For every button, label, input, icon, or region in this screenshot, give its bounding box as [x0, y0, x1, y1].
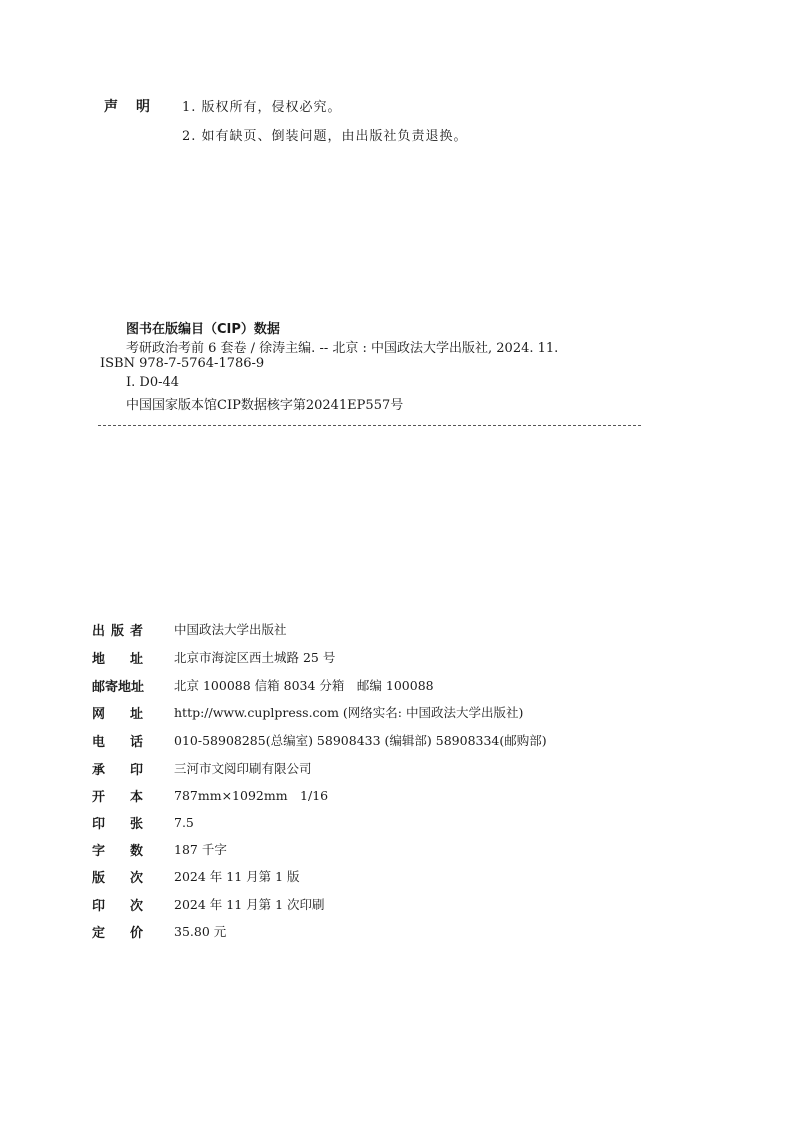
cip-line-check-number: 中国国家版本馆CIP数据核字第20241EP557号 [126, 398, 404, 413]
imprint-value: 北京 100088 信箱 8034 分箱 邮编 100088 [174, 678, 434, 693]
imprint-row-edition [92, 864, 652, 888]
imprint-value: 三河市文阅印刷有限公司 [174, 761, 312, 776]
imprint-value: 35.80 元 [174, 924, 227, 939]
imprint-row-price [92, 919, 652, 943]
imprint-label: 印 张 [92, 816, 150, 832]
imprint-row-printing [92, 892, 652, 916]
imprint-row-sheets [92, 810, 652, 834]
imprint-label: 网 址 [92, 706, 150, 722]
imprint-label: 开 本 [92, 789, 150, 805]
statement-label: 声 明 [104, 99, 152, 115]
imprint-row-printer [92, 756, 652, 780]
cip-line-classification: Ⅰ. D0-44 [126, 375, 180, 390]
imprint-value: http://www.cuplpress.com (网络实名: 中国政法大学出版社) [174, 705, 524, 720]
imprint-label: 邮寄地址 [92, 679, 145, 695]
imprint-value: 中国政法大学出版社 [174, 622, 287, 637]
imprint-value: 7.5 [174, 814, 194, 830]
imprint-row-mailing-address [92, 673, 652, 697]
imprint-label: 版 次 [92, 870, 150, 886]
imprint-value: 187 千字 [174, 842, 227, 857]
imprint-label: 承 印 [92, 762, 150, 778]
imprint-value: 北京市海淀区西土城路 25 号 [174, 650, 336, 665]
statement-item-1: 1. 版权所有，侵权必究。 [182, 100, 342, 115]
imprint-row-phone [92, 728, 652, 752]
imprint-value: 787mm×1092mm 1/16 [174, 788, 329, 803]
imprint-label: 地 址 [92, 651, 150, 667]
imprint-row-website [92, 700, 652, 724]
imprint-value: 2024 年 11 月第 1 版 [174, 869, 300, 884]
section-divider [98, 425, 641, 426]
imprint-label: 印 次 [92, 898, 150, 914]
imprint-row-format [92, 783, 652, 807]
imprint-label: 字 数 [92, 843, 150, 859]
cip-line-isbn: ISBN 978-7-5764-1786-9 [100, 356, 265, 371]
imprint-label: 定 价 [92, 925, 150, 941]
cip-line-bibliographic: 考研政治考前 6 套卷 / 徐涛主编. -- 北京 : 中国政法大学出版社, 2024. 11. [126, 341, 559, 356]
imprint-row-publisher [92, 617, 652, 641]
imprint-row-word-count [92, 837, 652, 861]
cip-title: 图书在版编目（CIP）数据 [126, 322, 280, 337]
imprint-value: 010-58908285(总编室) 58908433 (编辑部) 58908334(邮购部) [174, 733, 547, 748]
imprint-label: 电 话 [92, 734, 150, 750]
statement-item-2: 2. 如有缺页、倒装问题，由出版社负责退换。 [182, 129, 468, 144]
imprint-row-address [92, 645, 652, 669]
imprint-label: 出版者 [92, 623, 150, 639]
imprint-value: 2024 年 11 月第 1 次印刷 [174, 897, 325, 912]
